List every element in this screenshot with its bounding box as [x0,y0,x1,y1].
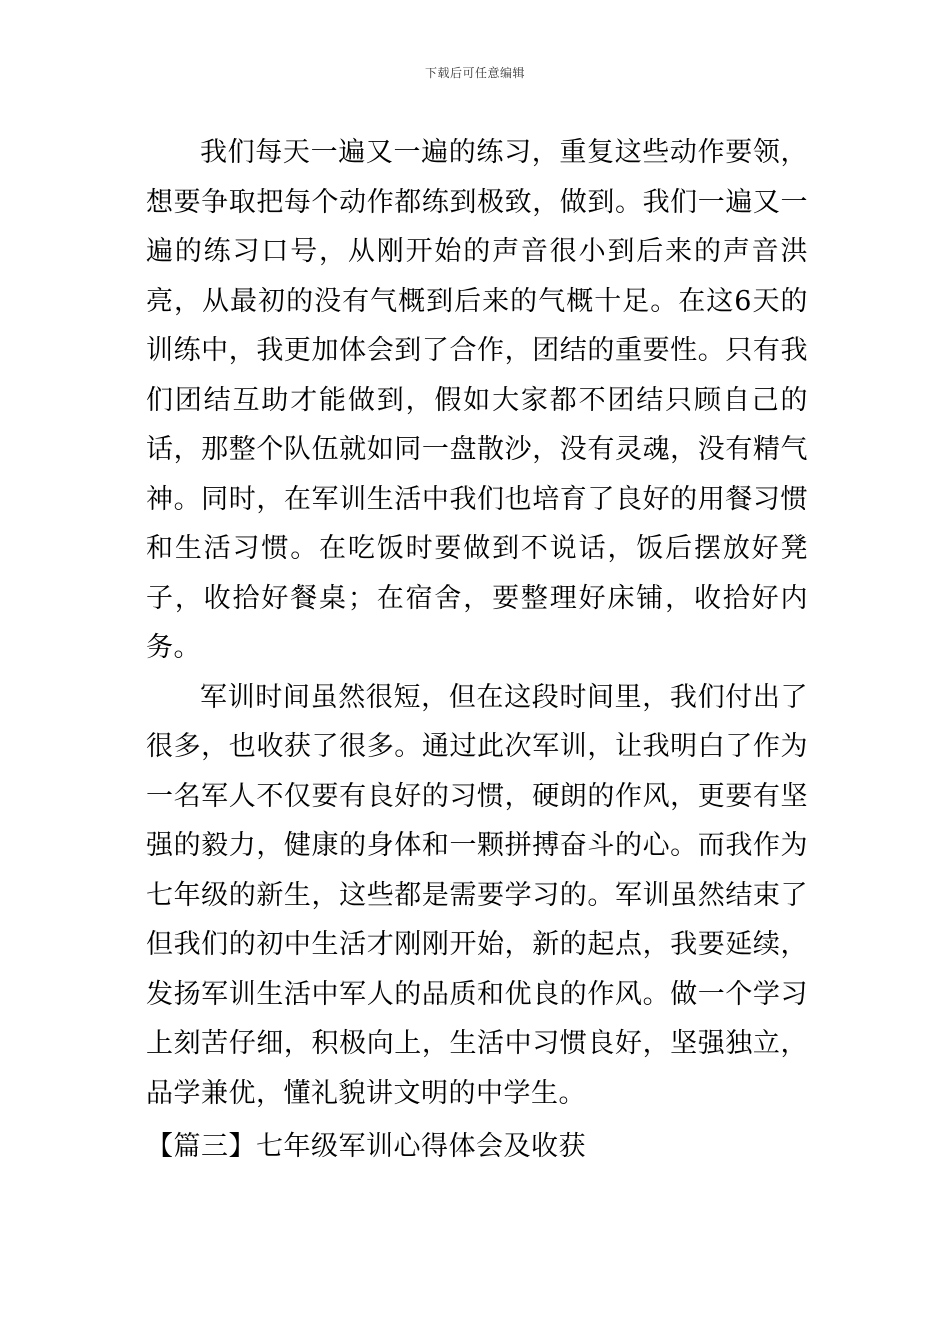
header-note: 下载后可任意编辑 [424,66,525,80]
paragraph-2: 军训时间虽然很短，但在这段时间里，我们付出了很多，也收获了很多。通过此次军训，让我明白了作为一名军人不仅要有良好的习惯，硬朗的作风，更要有坚强的毅力，健康的身体和一颗拼搏奋斗的心。而我作为七年级的新生，这些都是需要学习的。军训虽然结束了但我们的初中生活才刚刚开始，新的起点，我要延续，发扬军训生活中军人的品质和优良的作风。做一个学习上刻苦仔细，积极向上，生活中习惯良好，坚强独立，品学兼优，懂礼貌讲文明的中学生。 [146,681,808,1109]
paragraph-1: 我们每天一遍又一遍的练习，重复这些动作要领，想要争取把每个动作都练到极致，做到。我们一遍又一遍的练习口号，从刚开始的声音很小到后来的声音洪亮，从最初的没有气概到后来的气概十足。在这6天的训练中，我更加体会到了合作，团结的重要性。只有我们团结互助才能做到，假如大家都不团结只顾自己的话，那整个队伍就如同一盘散沙，没有灵魂，没有精气神。同时，在军训生活中我们也培育了良好的用餐习惯和生活习惯。在吃饭时要做到不说话，饭后摆放好凳子，收拾好餐桌；在宿舍，要整理好床铺，收拾好内务。 [146,137,808,663]
section-heading: 【篇三】七年级军训心得体会及收获 [146,1131,586,1162]
article-body [146,128,808,1118]
